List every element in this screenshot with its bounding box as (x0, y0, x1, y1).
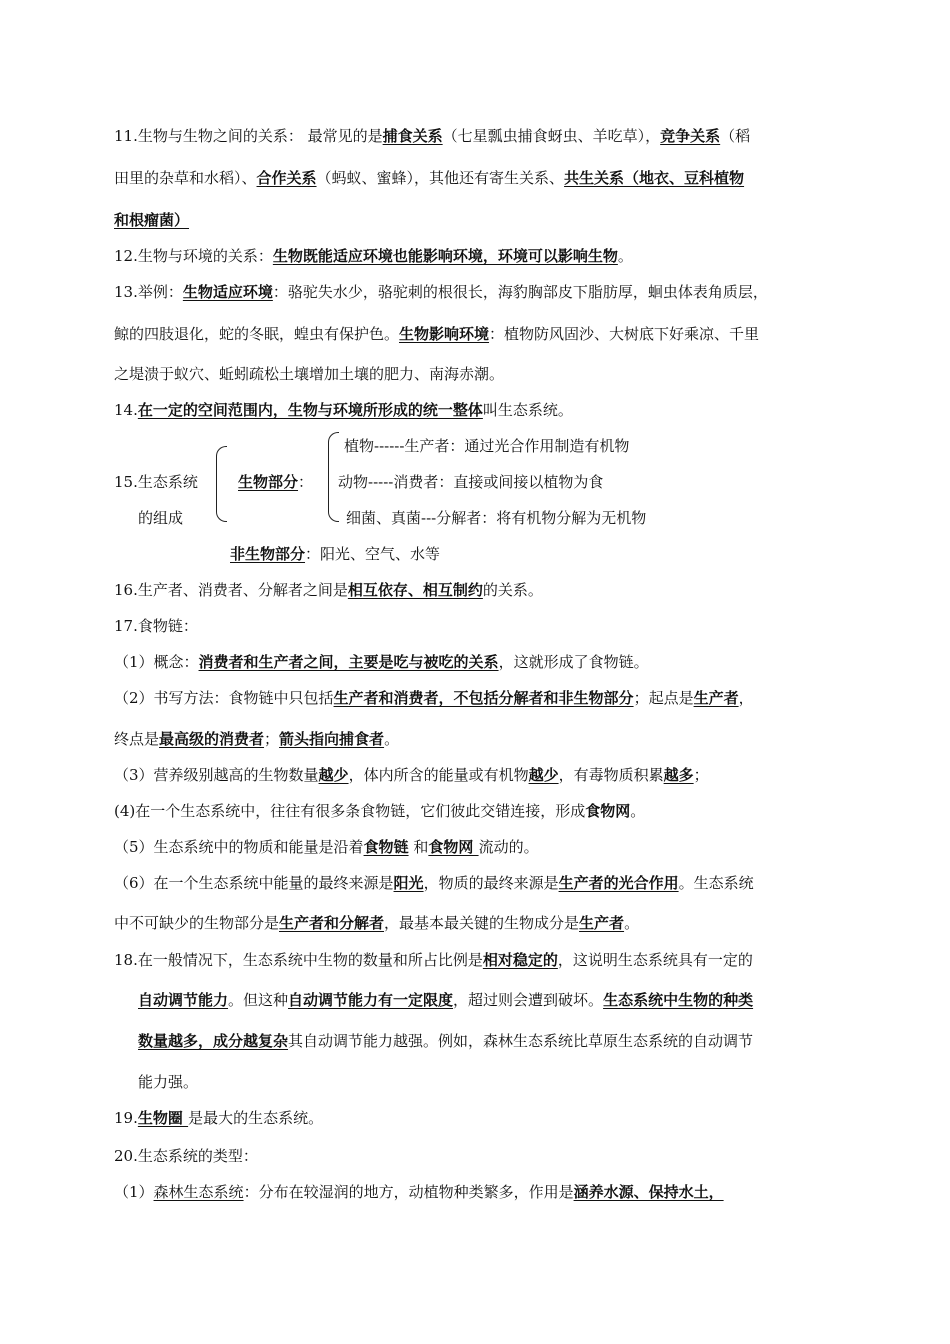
bio-row-plant: 植物------生产者：通过光合作用制造有机物 (344, 437, 630, 455)
item-20-1: （1）森林生态系统：分布在较湿润的地方，动植物种类繁多，作用是涵养水源、保持水土， (114, 1183, 724, 1201)
item-11-line-3: 和根瘤菌） (114, 211, 190, 229)
item-17-6-line-2: 中不可缺少的生物部分是生产者和分解者，最基本最关键的生物成分是生产者。 (114, 914, 640, 932)
item-18-line-1: 18.在一般情况下，生态系统中生物的数量和所占比例是相对稳定的，这说明生态系统具有一定的 (114, 951, 753, 969)
bio-part-label: 生物部分： (238, 473, 314, 491)
item-15-label-2: 的组成 (138, 509, 184, 527)
item-13-line-1: 13.举例：生物适应环境：骆驼失水少，骆驼刺的根很长，海豹胸部皮下脂肪厚，蛔虫体表角质层， (114, 283, 768, 301)
item-18-line-4: 能力强。 (138, 1073, 199, 1091)
item-18-line-2: 自动调节能力。但这种自动调节能力有一定限度，超过则会遭到破坏。生态系统中生物的种类 (138, 991, 754, 1009)
outer-brace (216, 446, 227, 522)
item-14: 14.在一定的空间范围内，生物与环境所形成的统一整体叫生态系统。 (114, 401, 573, 419)
item-18-line-3: 数量越多，成分越复杂其自动调节能力越强。例如，森林生态系统比草原生态系统的自动调节 (138, 1032, 754, 1050)
item-15-label-1: 15.生态系统 (114, 473, 198, 491)
bio-row-microbe: 细菌、真菌---分解者：将有机物分解为无机物 (346, 509, 647, 527)
item-17-4: (4)在一个生态系统中，往往有很多条食物链，它们彼此交错连接，形成食物网。 (114, 802, 646, 820)
item-13-line-2: 鲸的四肢退化，蛇的冬眠，蝗虫有保护色。生物影响环境：植物防风固沙、大树底下好乘凉、千里 (114, 325, 760, 343)
item-17-1: （1）概念：消费者和生产者之间，主要是吃与被吃的关系，这就形成了食物链。 (114, 653, 649, 671)
item-17-title: 17.食物链： (114, 617, 198, 635)
item-17-2-line-2: 终点是最高级的消费者；箭头指向捕食者。 (114, 730, 400, 748)
item-17-3: （3）营养级别越高的生物数量越少，体内所含的能量或有机物越少，有毒物质积累越多； (114, 766, 709, 784)
item-16: 16.生产者、消费者、分解者之间是相互依存、相互制约的关系。 (114, 581, 543, 599)
item-12: 12.生物与环境的关系：生物既能适应环境也能影响环境，环境可以影响生物。 (114, 247, 633, 265)
item-11-line-1: 11.生物与生物之间的关系： 最常见的是捕食关系（七星瓢虫捕食蚜虫、羊吃草），竞争关系（稻 (114, 127, 751, 145)
item-13-line-3: 之堤溃于蚁穴、蚯蚓疏松土壤增加土壤的肥力、南海赤潮。 (114, 365, 505, 383)
item-11-line-2: 田里的杂草和水稻）、合作关系（蚂蚁、蜜蜂），其他还有寄生关系、共生关系（地衣、豆科植物 (114, 169, 745, 187)
item-17-2-line-1: （2）书写方法：食物链中只包括生产者和消费者，不包括分解者和非生物部分；起点是生产者， (114, 689, 754, 707)
item-17-5: （5）生态系统中的物质和能量是沿着食物链 和食物网 流动的。 (114, 838, 539, 856)
item-20-title: 20.生态系统的类型： (114, 1147, 258, 1165)
bio-row-animal: 动物-----消费者：直接或间接以植物为食 (338, 473, 604, 491)
item-17-6-line-1: （6）在一个生态系统中能量的最终来源是阳光，物质的最终来源是生产者的光合作用。生态系统 (114, 874, 754, 892)
item-19: 19.生物圈 是最大的生态系统。 (114, 1109, 324, 1127)
non-bio-part: 非生物部分：阳光、空气、水等 (230, 545, 441, 563)
